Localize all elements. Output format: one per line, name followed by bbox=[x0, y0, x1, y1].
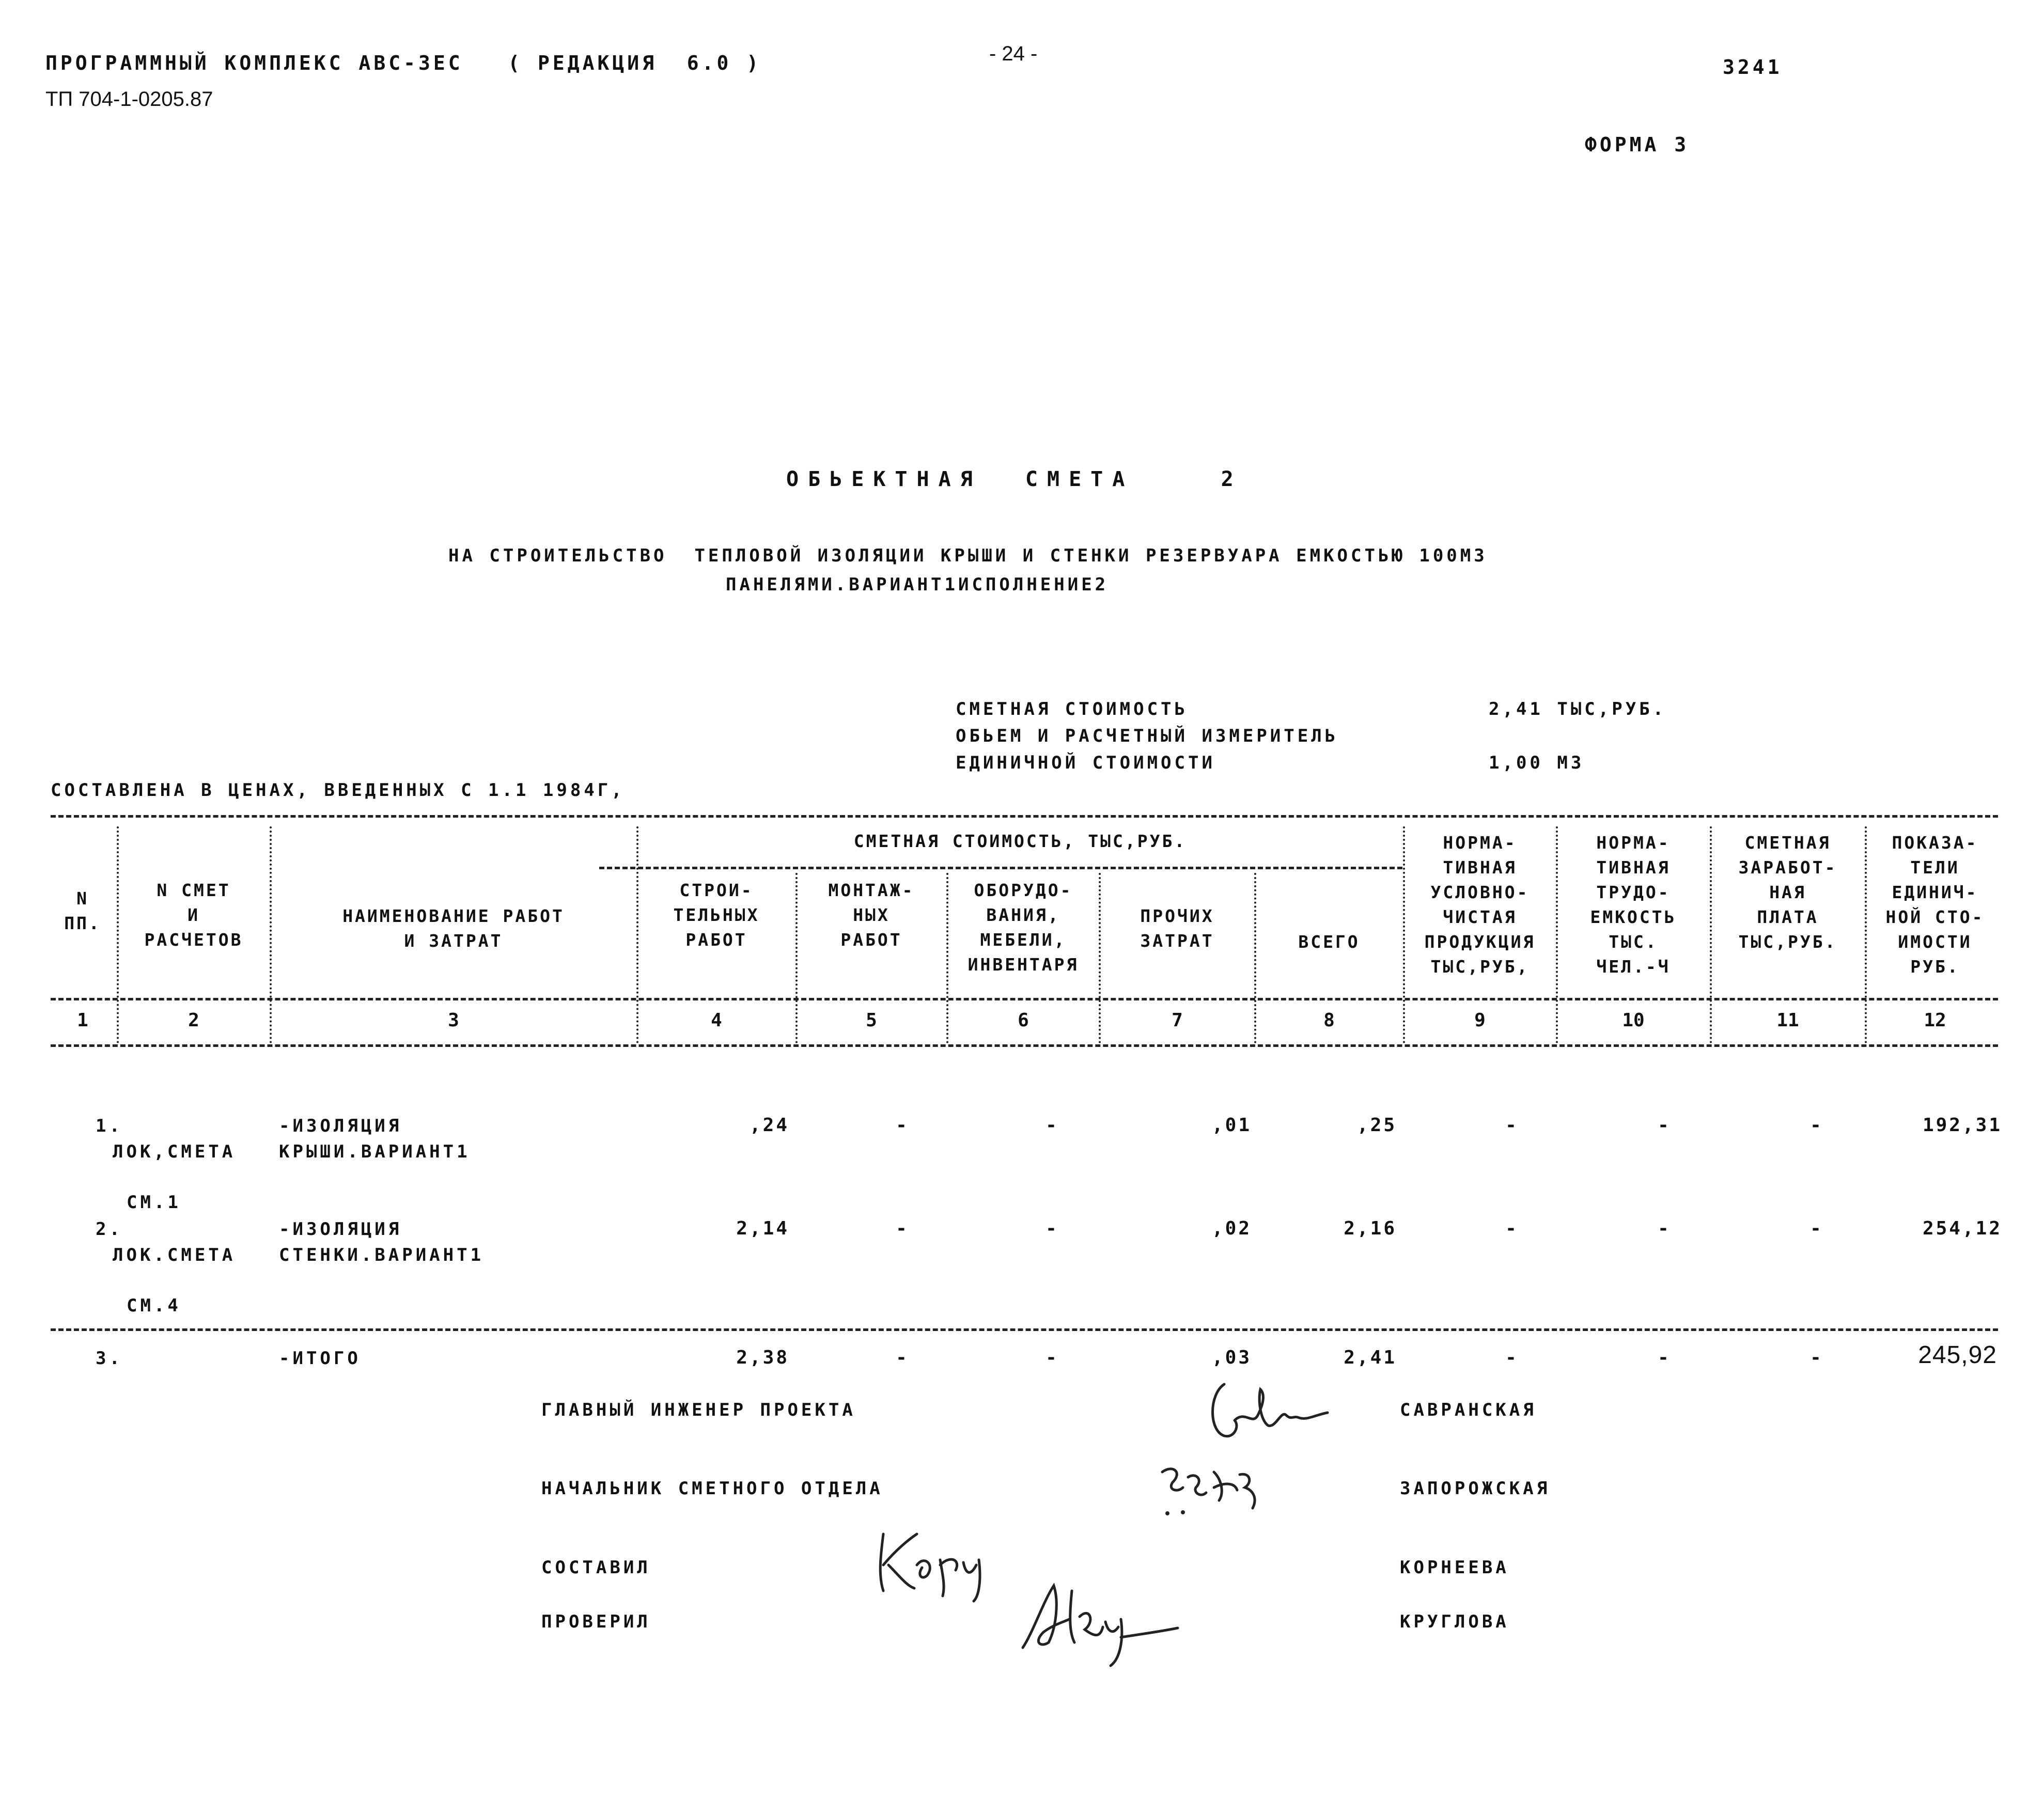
signature-name: КРУГЛОВА bbox=[1400, 1611, 1509, 1632]
cell-wages: - bbox=[1810, 1347, 1821, 1368]
tp-number: ТП 704-1-0205.87 bbox=[45, 88, 213, 111]
col-header-1: N ПП. bbox=[64, 888, 101, 933]
col-header-3: НАИМЕНОВАНИЕ РАБОТ И ЗАТРАТ bbox=[342, 906, 565, 951]
cell-equipment: - bbox=[1046, 1347, 1057, 1368]
handwritten-signature-3 bbox=[868, 1519, 1023, 1606]
row-number: 1. bbox=[96, 1116, 123, 1136]
row-estimate-number: СМ.4 bbox=[127, 1295, 181, 1316]
col-number: 1 bbox=[77, 1010, 88, 1031]
col-number: 8 bbox=[1323, 1010, 1335, 1031]
volume-value: 1,00 М3 bbox=[1489, 753, 1585, 773]
row-name: -ИЗОЛЯЦИЯ bbox=[279, 1116, 402, 1136]
cell-installation: - bbox=[896, 1347, 907, 1368]
handwritten-signature-1 bbox=[1204, 1364, 1338, 1446]
row-name-continued: СТЕНКИ.ВАРИАНТ1 bbox=[279, 1245, 485, 1265]
row-estimate-ref: ЛОК.СМЕТА bbox=[113, 1245, 236, 1265]
cell-other: ,01 bbox=[1211, 1115, 1252, 1136]
cell-other: ,03 bbox=[1211, 1347, 1252, 1368]
col-header-11: СМЕТНАЯ ЗАРАБОТ- НАЯ ПЛАТА ТЫС,РУБ. bbox=[1738, 833, 1837, 952]
col-header-6: ОБОРУДО- ВАНИЯ, МЕБЕЛИ, ИНВЕНТАРЯ bbox=[968, 880, 1079, 975]
table-rule-numbers bbox=[51, 1044, 1998, 1047]
signature-name: ЗАПОРОЖСКАЯ bbox=[1400, 1478, 1551, 1499]
cell-unit-cost: 192,31 bbox=[1922, 1115, 2002, 1136]
table-rule-total bbox=[51, 1328, 1998, 1331]
subject-line-2: ПАНЕЛЯМИ.ВАРИАНТ1ИСПОЛНЕНИЕ2 bbox=[726, 574, 1109, 595]
col-header-10: НОРМА- ТИВНАЯ ТРУДО- ЕМКОСТЬ ТЫС. ЧЕЛ.-Ч bbox=[1590, 833, 1677, 977]
handwritten-signature-2 bbox=[1147, 1451, 1281, 1534]
form-label: ФОРМА 3 bbox=[1585, 133, 1690, 156]
signature-name: САВРАНСКАЯ bbox=[1400, 1400, 1537, 1420]
cell-net-production: - bbox=[1505, 1347, 1517, 1368]
cell-construction: 2,14 bbox=[736, 1218, 789, 1239]
program-name: ПРОГРАММНЫЙ КОМПЛЕКС АВС-ЗЕС ( РЕДАКЦИЯ 6.0 ) bbox=[45, 52, 762, 74]
col-header-7: ПРОЧИХ ЗАТРАТ bbox=[1140, 906, 1214, 951]
table-rule-header bbox=[51, 998, 1998, 1000]
volume-label-1: ОБЬЕМ И РАСЧЕТНЫЙ ИЗМЕРИТЕЛЬ bbox=[956, 726, 1339, 746]
cell-wages: - bbox=[1810, 1115, 1821, 1136]
col-header-5: МОНТАЖ- НЫХ РАБОТ bbox=[828, 880, 915, 950]
col-number: 5 bbox=[866, 1010, 877, 1031]
col-number: 11 bbox=[1776, 1010, 1799, 1031]
volume-label-2: ЕДИНИЧНОЙ СТОИМОСТИ bbox=[956, 753, 1215, 773]
cell-installation: - bbox=[896, 1218, 907, 1239]
cell-unit-cost: 245,92 bbox=[1918, 1341, 1997, 1369]
cell-construction: ,24 bbox=[749, 1115, 789, 1136]
signature-role: ПРОВЕРИЛ bbox=[541, 1611, 651, 1632]
col-header-8: ВСЕГО bbox=[1298, 932, 1360, 952]
cell-labor: - bbox=[1658, 1218, 1669, 1239]
col-number: 3 bbox=[448, 1010, 459, 1031]
col-number: 6 bbox=[1018, 1010, 1029, 1031]
col-number: 4 bbox=[711, 1010, 722, 1031]
table-rule-top bbox=[51, 815, 1998, 818]
cell-equipment: - bbox=[1046, 1218, 1057, 1239]
cost-label: СМЕТНАЯ СТОИМОСТЬ bbox=[956, 699, 1188, 719]
row-number: 2. bbox=[96, 1219, 123, 1240]
signature-role: ГЛАВНЫЙ ИНЖЕНЕР ПРОЕКТА bbox=[541, 1400, 856, 1420]
col-number: 9 bbox=[1474, 1010, 1486, 1031]
cell-installation: - bbox=[896, 1115, 907, 1136]
prices-note: СОСТАВЛЕНА В ЦЕНАХ, ВВЕДЕННЫХ С 1.1 1984Г, bbox=[51, 780, 625, 801]
cell-construction: 2,38 bbox=[736, 1347, 789, 1368]
handwritten-signature-4 bbox=[1012, 1570, 1188, 1673]
group-header: СМЕТНАЯ СТОИМОСТЬ, ТЫС,РУБ. bbox=[853, 831, 1187, 851]
cell-unit-cost: 254,12 bbox=[1922, 1218, 2002, 1239]
row-estimate-number: СМ.1 bbox=[127, 1192, 181, 1213]
row-name: -ИЗОЛЯЦИЯ bbox=[279, 1219, 402, 1240]
signature-role: СОСТАВИЛ bbox=[541, 1557, 651, 1578]
cell-wages: - bbox=[1810, 1218, 1821, 1239]
table-rule-group bbox=[599, 867, 1402, 869]
page-number: - 24 - bbox=[989, 42, 1038, 65]
cell-total: 2,16 bbox=[1344, 1218, 1397, 1239]
cell-labor: - bbox=[1658, 1347, 1669, 1368]
row-number: 3. bbox=[96, 1348, 123, 1369]
signature-name: КОРНЕЕВА bbox=[1400, 1557, 1509, 1578]
row-estimate-ref: ЛОК,СМЕТА bbox=[113, 1141, 236, 1162]
cell-labor: - bbox=[1658, 1115, 1669, 1136]
cost-value: 2,41 ТЫС,РУБ. bbox=[1489, 699, 1667, 719]
cell-total: 2,41 bbox=[1344, 1347, 1397, 1368]
row-name-continued: КРЫШИ.ВАРИАНТ1 bbox=[279, 1141, 471, 1162]
col-number: 12 bbox=[1924, 1010, 1946, 1031]
col-header-9: НОРМА- ТИВНАЯ УСЛОВНО- ЧИСТАЯ ПРОДУКЦИЯ ТЫС,РУБ, bbox=[1424, 833, 1536, 977]
col-header-12: ПОКАЗА- ТЕЛИ ЕДИНИЧ- НОЙ СТО- ИМОСТИ РУБ. bbox=[1885, 833, 1985, 977]
col-header-4: СТРОИ- ТЕЛЬНЫХ РАБОТ bbox=[673, 880, 760, 950]
document-code: 3241 bbox=[1723, 56, 1783, 79]
row-name: -ИТОГО bbox=[279, 1348, 361, 1369]
document-title: ОБЬЕКТНАЯ СМЕТА 2 bbox=[786, 467, 1243, 491]
cell-net-production: - bbox=[1505, 1115, 1517, 1136]
cell-equipment: - bbox=[1046, 1115, 1057, 1136]
signature-role: НАЧАЛЬНИК СМЕТНОГО ОТДЕЛА bbox=[541, 1478, 883, 1499]
col-header-2: N СМЕТ И РАСЧЕТОВ bbox=[144, 880, 243, 950]
cell-total: ,25 bbox=[1356, 1115, 1397, 1136]
col-number: 7 bbox=[1172, 1010, 1183, 1031]
cell-net-production: - bbox=[1505, 1218, 1517, 1239]
cell-other: ,02 bbox=[1211, 1218, 1252, 1239]
col-number: 10 bbox=[1622, 1010, 1645, 1031]
col-number: 2 bbox=[188, 1010, 199, 1031]
subject-line-1: НА СТРОИТЕЛЬСТВО ТЕПЛОВОЙ ИЗОЛЯЦИИ КРЫШИ И СТЕНКИ РЕЗЕРВУАРА ЕМКОСТЬЮ 100М3 bbox=[448, 545, 1488, 566]
